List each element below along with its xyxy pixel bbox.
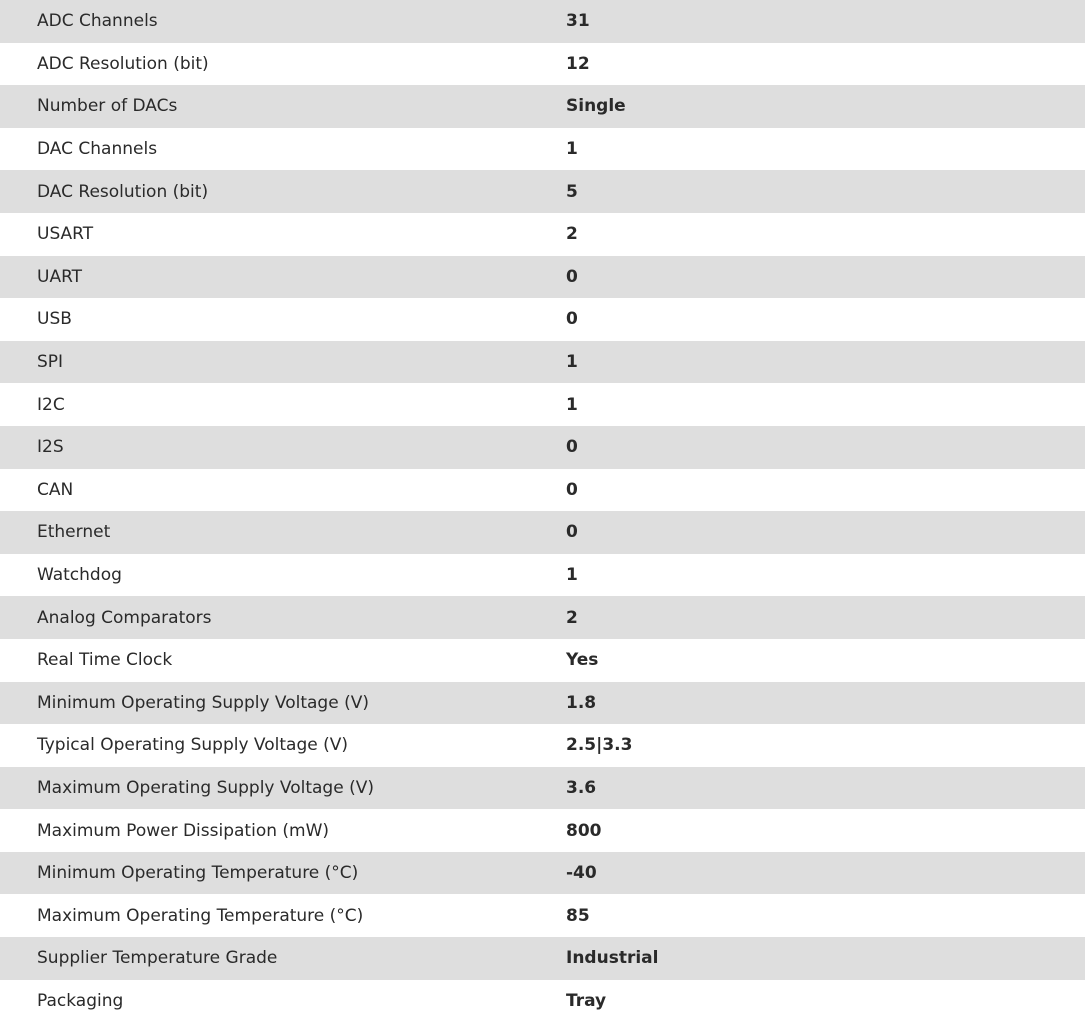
spec-row-uart <box>0 256 1085 299</box>
spec-value: 12 <box>566 53 590 74</box>
spec-label: SPI <box>37 352 64 373</box>
spec-value: 1 <box>566 565 578 586</box>
spec-value: 2 <box>566 607 578 628</box>
spec-label: Number of DACs <box>37 96 178 117</box>
spec-value: 0 <box>566 437 578 458</box>
spec-value: 0 <box>566 479 578 500</box>
spec-label: ADC Resolution (bit) <box>37 53 209 74</box>
spec-row-dac-resolution <box>0 170 1085 213</box>
spec-label: I2C <box>37 394 65 415</box>
spec-row-min-supply-voltage <box>0 682 1085 725</box>
spec-value: Tray <box>566 990 607 1011</box>
spec-label: DAC Resolution (bit) <box>37 181 209 202</box>
spec-label: Maximum Power Dissipation (mW) <box>37 820 330 841</box>
spec-value: 1.8 <box>566 692 597 713</box>
spec-row-usart <box>0 213 1085 256</box>
spec-value: 2 <box>566 224 578 245</box>
spec-row-watchdog <box>0 554 1085 597</box>
spec-value: 31 <box>566 11 590 32</box>
spec-label: Watchdog <box>37 565 122 586</box>
spec-label: Typical Operating Supply Voltage (V) <box>37 735 348 756</box>
spec-label: I2S <box>37 437 64 458</box>
spec-value: 1 <box>566 352 578 373</box>
spec-row-max-operating-temperature <box>0 894 1085 937</box>
spec-row-usb <box>0 298 1085 341</box>
spec-label: Supplier Temperature Grade <box>37 948 278 969</box>
spec-row-packaging <box>0 980 1085 1022</box>
spec-label: Minimum Operating Temperature (°C) <box>37 863 359 884</box>
spec-value: 0 <box>566 522 578 543</box>
spec-label: UART <box>37 266 83 287</box>
spec-label: USART <box>37 224 94 245</box>
spec-label: ADC Channels <box>37 11 158 32</box>
spec-row-adc-resolution <box>0 43 1085 86</box>
spec-label: Real Time Clock <box>37 650 173 671</box>
spec-label: DAC Channels <box>37 139 158 160</box>
spec-value: -40 <box>566 863 597 884</box>
spec-value: Industrial <box>566 948 659 969</box>
spec-value: 85 <box>566 905 590 926</box>
spec-value: 1 <box>566 394 578 415</box>
spec-row-number-of-dacs <box>0 85 1085 128</box>
spec-value: Single <box>566 96 626 117</box>
spec-row-analog-comparators <box>0 596 1085 639</box>
spec-row-spi <box>0 341 1085 384</box>
spec-row-max-supply-voltage <box>0 767 1085 810</box>
spec-value: 1 <box>566 139 578 160</box>
spec-row-adc-channels <box>0 0 1085 43</box>
spec-value: 0 <box>566 266 578 287</box>
spec-value: 2.5|3.3 <box>566 735 633 756</box>
spec-row-typical-supply-voltage <box>0 724 1085 767</box>
spec-value: 3.6 <box>566 777 597 798</box>
spec-value: 800 <box>566 820 602 841</box>
spec-row-supplier-temperature-grade <box>0 937 1085 980</box>
spec-label: Packaging <box>37 990 124 1011</box>
spec-label: Ethernet <box>37 522 111 543</box>
spec-value: 0 <box>566 309 578 330</box>
spec-label: CAN <box>37 479 74 500</box>
spec-row-can <box>0 469 1085 512</box>
spec-label: Maximum Operating Temperature (°C) <box>37 905 364 926</box>
spec-row-real-time-clock <box>0 639 1085 682</box>
spec-label: Minimum Operating Supply Voltage (V) <box>37 692 369 713</box>
spec-value: Yes <box>566 650 599 671</box>
spec-label: Maximum Operating Supply Voltage (V) <box>37 777 374 798</box>
spec-row-i2s <box>0 426 1085 469</box>
spec-row-dac-channels <box>0 128 1085 171</box>
spec-row-max-power-dissipation <box>0 809 1085 852</box>
spec-label: USB <box>37 309 72 330</box>
spec-value: 5 <box>566 181 578 202</box>
spec-row-min-operating-temperature <box>0 852 1085 895</box>
spec-row-ethernet <box>0 511 1085 554</box>
spec-row-i2c <box>0 383 1085 426</box>
spec-label: Analog Comparators <box>37 607 212 628</box>
